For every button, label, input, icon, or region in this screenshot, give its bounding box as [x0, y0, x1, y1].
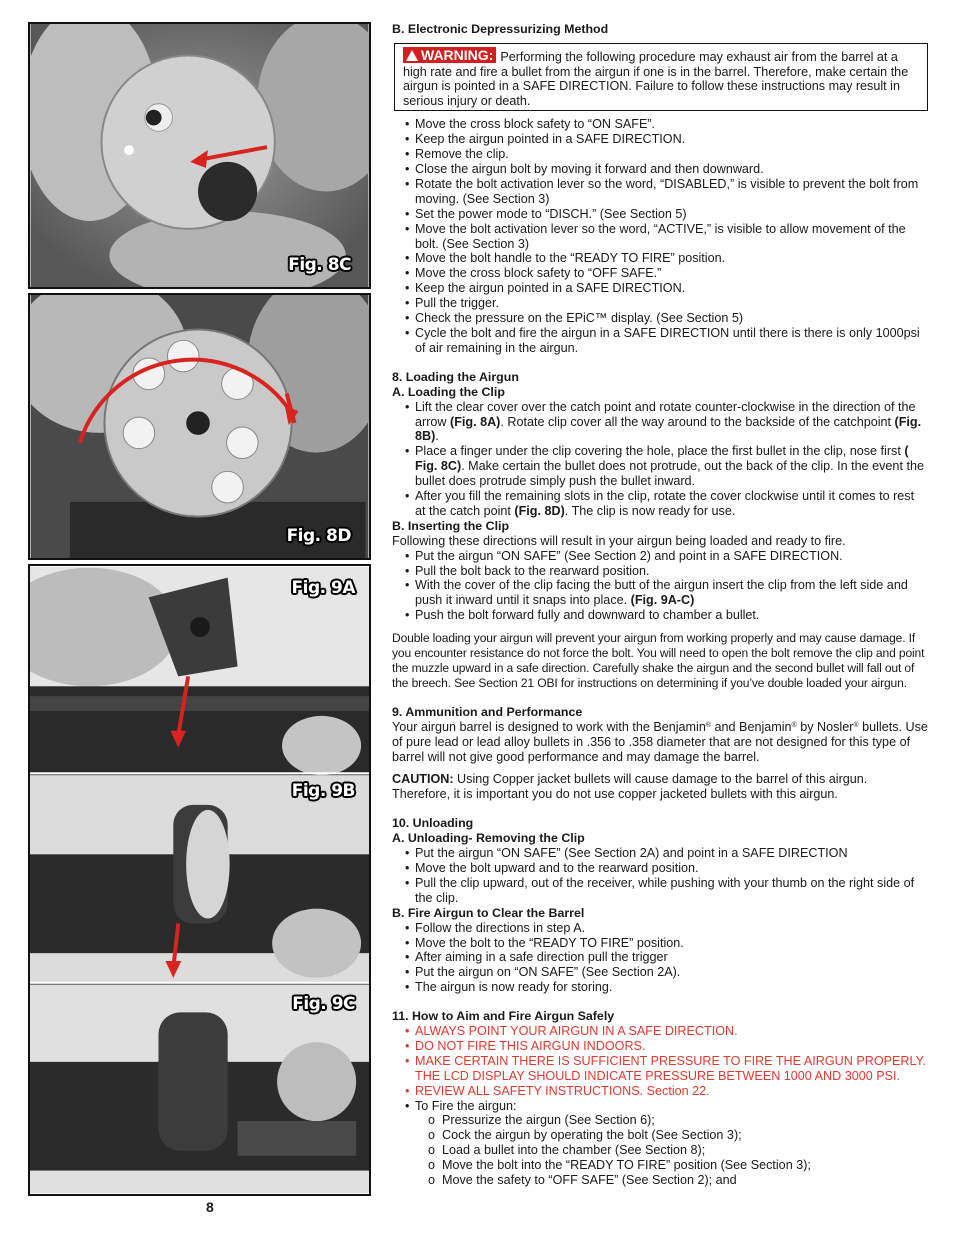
figure-9a-label: Fig. 9A: [291, 578, 355, 598]
caution-text: Using Copper jacket bullets will cause damage to the barrel of this airgun. Therefore, it is important you do not use copper jacketed bullets with this airgun.: [392, 772, 868, 802]
list-item: • Lift the clear cover over the catch point and rotate counter-clockwise in the direction of the arrow (Fig. 8A). Rotate clip cover all the way around to the backside of the catchpoint (Fig. 8B).: [392, 400, 928, 445]
list-item: • Follow the directions in step A.: [392, 921, 928, 936]
safety-warning-item: • MAKE CERTAIN THERE IS SUFFICIENT PRESSURE TO FIRE THE AIRGUN PROPERLY. THE LCD DISPLAY SHOULD INDICATE PRESSURE BETWEEN 1000 AND 3000 PSI.: [392, 1054, 928, 1084]
unloading-steps: [392, 846, 928, 906]
list-item: • Pull the trigger.: [392, 296, 928, 311]
figure-8c-photo: [28, 22, 371, 289]
inserting-clip-steps: [392, 549, 928, 624]
list-item: • Put the airgun “ON SAFE” (See Section 2) and point in a SAFE DIRECTION.: [392, 549, 928, 564]
ammunition-paragraph: Your airgun barrel is designed to work with the Benjamin® and Benjamin® by Nosler® bullets. Use of pure lead or lead alloy bullets in .356 to .358 diameter that are not designed for this type of barrel will not give good performance and may damage the barrel.: [392, 719, 928, 764]
list-item: • Place a finger under the clip covering the hole, place the first bullet in the clip, nose first ( Fig. 8C). Make certain the bullet does not protrude, out the back of the clip. In the event the bullet does protrude simply push the bullet inward.: [392, 444, 928, 489]
list-item: • Move the bolt upward and to the rearward position.: [392, 861, 928, 876]
warning-triangle-icon: [406, 50, 418, 61]
section-10a-heading: A. Unloading- Removing the Clip: [392, 831, 585, 846]
list-item: • Check the pressure on the EPiC™ display. (See Section 5): [392, 311, 928, 326]
list-item: o Load a bullet into the chamber (See Section 8);: [392, 1143, 928, 1158]
loading-clip-steps: [392, 400, 928, 519]
list-item: • Set the power mode to “DISCH.” (See Section 5): [392, 207, 928, 222]
clear-barrel-steps: [392, 921, 928, 996]
list-item: • After aiming in a safe direction pull the trigger: [392, 950, 928, 965]
double-load-note: Double loading your airgun will prevent your airgun from working properly and may cause damage. If you encounter resistance do not force the bolt. You will need to open the bolt remove the clip and point the muzzle upward in a safe direction. Carefully shake the airgun and the second bullet will fall out of the breech. See Section 21 OBI for instructions on determining if you’ve double loaded your airgun.: [392, 631, 925, 690]
list-item: • Move the bolt handle to the “READY TO FIRE” position.: [392, 251, 928, 266]
warning-badge: [403, 47, 496, 63]
list-item: • Move the bolt to the “READY TO FIRE” position.: [392, 936, 928, 951]
figure-9b-label: Fig. 9B: [291, 781, 355, 801]
figure-9-photos: [28, 564, 371, 1196]
warning-badge-label: WARNING:: [421, 46, 494, 63]
list-item: • Keep the airgun pointed in a SAFE DIRECTION.: [392, 132, 928, 147]
safety-warning-item: • ALWAYS POINT YOUR AIRGUN IN A SAFE DIRECTION.: [392, 1024, 928, 1039]
depressurize-heading: B. Electronic Depressurizing Method: [392, 22, 609, 36]
list-item: • Move the cross block safety to “ON SAFE”.: [392, 117, 928, 132]
section-11-heading: 11. How to Aim and Fire Airgun Safely: [392, 1009, 615, 1024]
warning-text: Performing the following procedure may exhaust air from the barrel at a high rate and fire a bullet from the airgun if one is in the barrel. Therefore, make certain the airgun is pointed in a SAFE DIRECTION. Failure to follow these instructions may result in serious injury or death.: [403, 49, 909, 108]
list-item: • Rotate the bolt activation lever so the word, “DISABLED,” is visible to prevent the bolt from moving. (See Section 3): [392, 177, 928, 207]
list-item: • Put the airgun on “ON SAFE” (See Section 2A).: [392, 965, 928, 980]
list-item: • Cycle the bolt and fire the airgun in a SAFE DIRECTION until there is there is only 1000psi of air remaining in the airgun.: [392, 326, 928, 356]
clip-hand-photo: [30, 24, 369, 287]
list-item: • After you fill the remaining slots in the clip, rotate the cover clockwise until it comes to rest at the catch point (Fig. 8D). The clip is now ready for use.: [392, 489, 928, 519]
caution-label: CAUTION:: [392, 772, 454, 787]
clip-insertion-photos: [30, 566, 369, 1194]
fire-steps: [392, 1113, 928, 1188]
depressurize-steps: [392, 117, 928, 356]
section-8-heading: 8. Loading the Airgun: [392, 369, 519, 384]
section-8a-heading: A. Loading the Clip: [392, 384, 505, 399]
list-item: • Remove the clip.: [392, 147, 928, 162]
figure-column: [0, 0, 380, 1235]
safety-warning-item: • DO NOT FIRE THIS AIRGUN INDOORS.: [392, 1039, 928, 1054]
list-item: • Pull the clip upward, out of the receiver, while pushing with your thumb on the right side of the clip.: [392, 876, 928, 906]
list-item: o Cock the airgun by operating the bolt (See Section 3);: [392, 1128, 928, 1143]
section-10b-heading: B. Fire Airgun to Clear the Barrel: [392, 905, 585, 920]
clip-cylinder-photo: [30, 295, 369, 558]
list-item: • Push the bolt forward fully and downward to chamber a bullet.: [392, 608, 928, 623]
page-number: 8: [206, 1199, 214, 1215]
list-item: • The airgun is now ready for storing.: [392, 980, 928, 995]
safety-warning-item: • REVIEW ALL SAFETY INSTRUCTIONS. Section 22.: [392, 1084, 928, 1099]
caution-paragraph: [392, 772, 928, 802]
figure-8d-photo: [28, 293, 371, 560]
figure-8c-label: Fig. 8C: [288, 255, 351, 275]
list-item: • Close the airgun bolt by moving it forward and then downward.: [392, 162, 928, 177]
list-item: • With the cover of the clip facing the butt of the airgun insert the clip from the left side and push it inward until it snaps into place. (Fig. 9A-C): [392, 578, 928, 608]
instructions-column: [392, 22, 928, 1188]
to-fire-intro: • To Fire the airgun:: [392, 1099, 928, 1114]
inserting-clip-intro: Following these directions will result in your airgun being loaded and ready to fire.: [392, 533, 846, 548]
section-9-heading: 9. Ammunition and Performance: [392, 704, 583, 719]
list-item: • Put the airgun “ON SAFE” (See Section 2A) and point in a SAFE DIRECTION: [392, 846, 928, 861]
section-8b-heading: B. Inserting the Clip: [392, 518, 510, 533]
list-item: o Move the bolt into the “READY TO FIRE” position (See Section 3);: [392, 1158, 928, 1173]
list-item: • Keep the airgun pointed in a SAFE DIRECTION.: [392, 281, 928, 296]
list-item: • Move the bolt activation lever so the word, “ACTIVE,” is visible to allow movement of the bolt. (See Section 3): [392, 222, 928, 252]
list-item: • Pull the bolt back to the rearward position.: [392, 564, 928, 579]
safety-warnings: [392, 1024, 928, 1099]
list-item: o Move the safety to “OFF SAFE” (See Section 2); and: [392, 1173, 928, 1188]
figure-9c-label: Fig. 9C: [292, 994, 355, 1014]
list-item: o Pressurize the airgun (See Section 6);: [392, 1113, 928, 1128]
figure-8d-label: Fig. 8D: [286, 526, 351, 546]
list-item: • Move the cross block safety to “OFF SAFE.”: [392, 266, 928, 281]
section-10-heading: 10. Unloading: [392, 816, 474, 831]
warning-box: [394, 43, 928, 111]
